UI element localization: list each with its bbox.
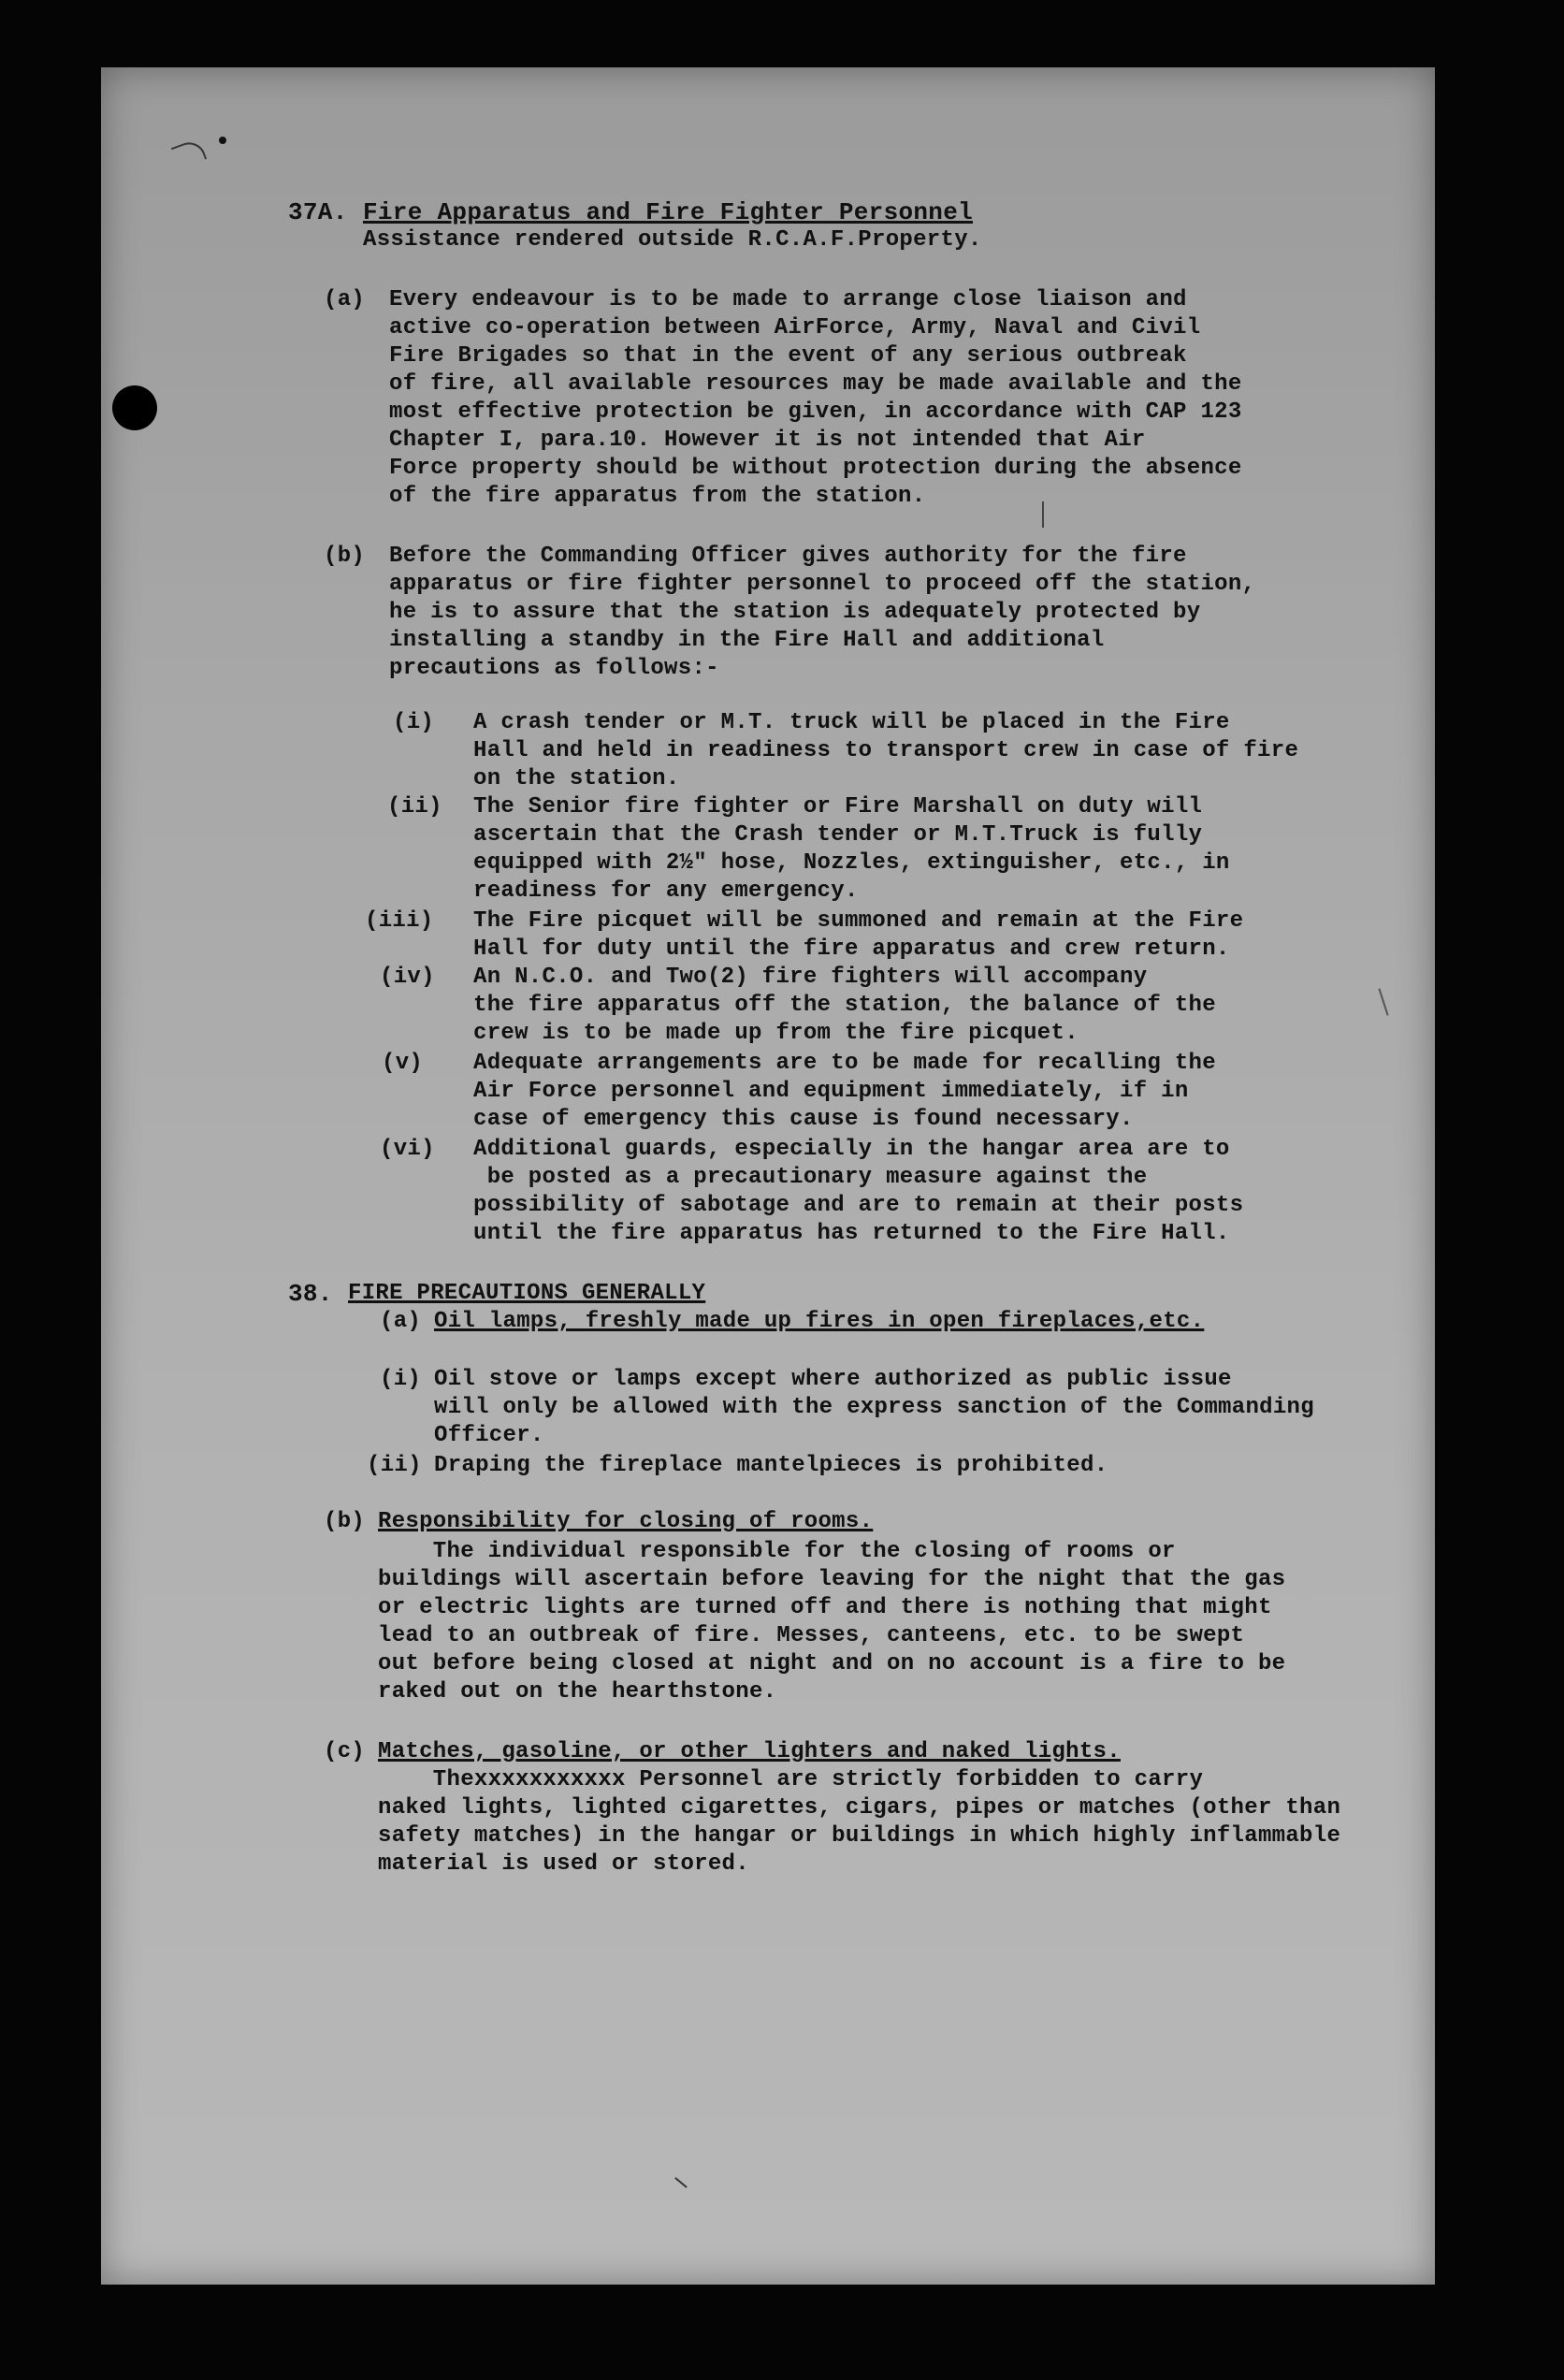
section-37a-subheading: Assistance rendered outside R.C.A.F.Property. xyxy=(363,227,982,253)
item-line: Officer. xyxy=(434,1423,544,1448)
pencil-mark xyxy=(1042,501,1044,528)
para-38b-title: Responsibility for closing of rooms. xyxy=(378,1509,874,1534)
item-label: (ii) xyxy=(387,794,442,820)
para-b-line: installing a standby in the Fire Hall and additional xyxy=(389,628,1105,653)
item-label: (vi) xyxy=(380,1137,435,1162)
para-38b-line: or electric lights are turned off and there is nothing that might xyxy=(378,1595,1272,1620)
item-line: on the station. xyxy=(473,766,680,791)
punch-hole xyxy=(112,385,157,430)
item-line: ascertain that the Crash tender or M.T.Truck is fully xyxy=(473,822,1203,848)
item-line: crew is to be made up from the fire picquet. xyxy=(473,1021,1079,1046)
para-a-line: Fire Brigades so that in the event of any serious outbreak xyxy=(389,343,1187,369)
item-line: equipped with 2½" hose, Nozzles, extinguisher, etc., in xyxy=(473,850,1230,876)
item-line: will only be allowed with the express sanction of the Commanding xyxy=(434,1395,1314,1420)
item-label: (ii) xyxy=(367,1453,422,1478)
para-a-line: Force property should be without protection during the absence xyxy=(389,456,1242,481)
item-label: (iv) xyxy=(380,965,435,990)
para-38c-line: naked lights, lighted cigarettes, cigars, pipes or matches (other than xyxy=(378,1795,1341,1821)
para-38a-label: (a) xyxy=(380,1309,422,1334)
item-line: Air Force personnel and equipment immediately, if in xyxy=(473,1079,1189,1104)
item-label: (i) xyxy=(393,710,435,735)
section-37a-heading: Fire Apparatus and Fire Fighter Personnel xyxy=(363,198,974,226)
para-38b-line: raked out on the hearthstone. xyxy=(378,1679,777,1705)
section-38-heading: FIRE PRECAUTIONS GENERALLY xyxy=(348,1281,706,1306)
para-a-line: of the fire apparatus from the station. xyxy=(389,484,926,509)
item-line: until the fire apparatus has returned to the Fire Hall. xyxy=(473,1221,1230,1246)
para-38c-title: Matches, gasoline, or other lighters and naked lights. xyxy=(378,1739,1121,1764)
item-label: (v) xyxy=(382,1051,424,1076)
item-label: (i) xyxy=(380,1367,422,1392)
para-a-line: active co-operation between AirForce, Army, Naval and Civil xyxy=(389,315,1201,341)
item-line: The Senior fire fighter or Fire Marshall on duty will xyxy=(473,794,1203,820)
para-38b-line: buildings will ascertain before leaving for the night that the gas xyxy=(378,1567,1286,1592)
section-37a-number: 37A. xyxy=(288,198,348,226)
item-line: Oil stove or lamps except where authorized as public issue xyxy=(434,1367,1232,1392)
para-38c-label: (c) xyxy=(324,1739,366,1764)
para-b-line: Before the Commanding Officer gives authority for the fire xyxy=(389,544,1187,569)
item-label: (iii) xyxy=(365,908,434,934)
para-b-line: he is to assure that the station is adequately protected by xyxy=(389,600,1201,625)
item-line: A crash tender or M.T. truck will be placed in the Fire xyxy=(473,710,1230,735)
item-line: Hall and held in readiness to transport crew in case of fire xyxy=(473,738,1299,763)
para-38c-line: material is used or stored. xyxy=(378,1851,749,1877)
ink-dot xyxy=(219,137,226,144)
para-a-line: Chapter I, para.10. However it is not intended that Air xyxy=(389,428,1146,453)
para-38c-line: safety matches) in the hangar or buildings in which highly inflammable xyxy=(378,1823,1341,1849)
item-line: be posted as a precautionary measure against the xyxy=(473,1165,1148,1190)
para-b-line: precautions as follows:- xyxy=(389,656,719,681)
para-38a-title: Oil lamps, freshly made up fires in open fireplaces,etc. xyxy=(434,1309,1205,1334)
para-38b-line: lead to an outbreak of fire. Messes, canteens, etc. to be swept xyxy=(378,1623,1245,1648)
item-line: The Fire picquet will be summoned and remain at the Fire xyxy=(473,908,1244,934)
section-38-number: 38. xyxy=(288,1280,333,1308)
item-line: Hall for duty until the fire apparatus and crew return. xyxy=(473,936,1230,962)
para-b-label: (b) xyxy=(324,544,366,569)
para-38b-line: The individual responsible for the closing of rooms or xyxy=(378,1539,1176,1564)
item-line: readiness for any emergency. xyxy=(473,878,859,904)
item-line: the fire apparatus off the station, the balance of the xyxy=(473,993,1216,1018)
item-line: Additional guards, especially in the hangar area are to xyxy=(473,1137,1230,1162)
para-a-line: Every endeavour is to be made to arrange close liaison and xyxy=(389,287,1187,312)
para-38b-line: out before being closed at night and on no account is a fire to be xyxy=(378,1651,1286,1676)
item-line: possibility of sabotage and are to remain at their posts xyxy=(473,1193,1244,1218)
para-38c-line: Thexxxxxxxxxxx Personnel are strictly forbidden to carry xyxy=(378,1767,1204,1792)
item-line: An N.C.O. and Two(2) fire fighters will accompany xyxy=(473,965,1148,990)
item-line: Draping the fireplace mantelpieces is prohibited. xyxy=(434,1453,1108,1478)
para-a-line: most effective protection be given, in accordance with CAP 123 xyxy=(389,399,1242,425)
item-line: Adequate arrangements are to be made for recalling the xyxy=(473,1051,1216,1076)
para-a-label: (a) xyxy=(324,287,366,312)
para-38b-label: (b) xyxy=(324,1509,366,1534)
para-b-line: apparatus or fire fighter personnel to proceed off the station, xyxy=(389,572,1256,597)
para-a-line: of fire, all available resources may be made available and the xyxy=(389,371,1242,397)
item-line: case of emergency this cause is found necessary. xyxy=(473,1107,1134,1132)
